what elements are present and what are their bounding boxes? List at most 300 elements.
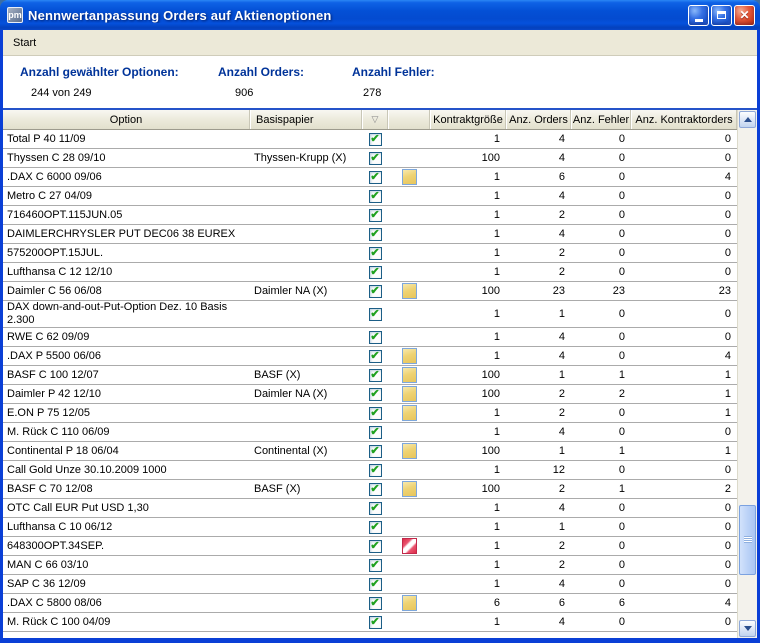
cell-check [362,385,388,403]
cell-kontraktgroesse: 6 [493,596,500,609]
cell-kontraktorders: 0 [724,615,731,628]
table-row[interactable] [3,328,737,347]
cell-check [362,168,388,186]
cell-fehler: 0 [618,463,625,476]
cell-fehler: 0 [618,539,625,552]
cell-kontraktgroesse: 100 [481,151,500,164]
cell-check [362,537,388,555]
column-header-orders[interactable]: Anz. Orders [506,110,571,129]
table-row[interactable] [3,366,737,385]
row-checkbox[interactable]: ✔ [370,577,380,590]
column-header-kontraktorders[interactable]: Anz. Kontraktorders [631,110,737,129]
cell-option: 716460OPT.115JUN.05 [7,208,123,221]
cell-check [362,423,388,441]
arrow-down-icon [744,626,752,631]
cell-kontraktorders: 1 [724,387,731,400]
cell-fehler: 0 [618,189,625,202]
cell-kontraktgroesse: 100 [481,284,500,297]
table-row[interactable] [3,594,737,613]
cell-option: Thyssen C 28 09/10 [7,151,106,164]
cell-option: SAP C 36 12/09 [7,577,86,590]
yellow-flag-icon [402,443,417,459]
cell-option: M. Rück C 100 04/09 [7,615,111,628]
cell-fehler: 0 [618,615,625,628]
minimize-button[interactable] [688,5,709,26]
cell-kontraktgroesse: 1 [493,501,500,514]
cell-flag [388,130,430,148]
cell-fehler: 0 [618,307,625,320]
menu-item-start[interactable]: Start [13,36,37,49]
cell-basispapier: Thyssen-Krupp (X) [254,151,347,164]
row-checkbox[interactable]: ✔ [370,189,380,202]
cell-kontraktorders: 0 [724,208,731,221]
cell-orders: 4 [558,615,565,628]
cell-kontraktorders: 0 [724,558,731,571]
cell-orders: 4 [558,151,565,164]
cell-kontraktgroesse: 1 [493,577,500,590]
table-row[interactable] [3,613,737,632]
cell-kontraktgroesse: 100 [481,368,500,381]
cell-fehler: 0 [618,330,625,343]
cell-orders: 2 [558,246,565,259]
table-row[interactable] [3,130,737,149]
cell-kontraktorders: 4 [724,170,731,183]
table-row[interactable] [3,404,737,423]
titlebar[interactable] [0,0,760,30]
cell-option: .DAX C 6000 09/06 [7,170,102,183]
cell-flag [388,301,430,327]
cell-kontraktgroesse: 1 [493,170,500,183]
row-checkbox[interactable]: ✔ [370,265,380,278]
red-flag-icon [402,538,417,554]
table-row[interactable] [3,385,737,404]
row-checkbox[interactable]: ✔ [370,368,380,381]
cell-fehler: 0 [618,132,625,145]
maximize-button[interactable] [711,5,732,26]
table-row[interactable] [3,263,737,282]
cell-kontraktgroesse: 1 [493,520,500,533]
cell-option: M. Rück C 110 06/09 [7,425,110,438]
cell-fehler: 0 [618,265,625,278]
cell-flag [388,149,430,167]
cell-fehler: 0 [618,170,625,183]
cell-option: Lufthansa C 10 06/12 [7,520,113,533]
cell-kontraktgroesse: 1 [493,246,500,259]
cell-flag [388,556,430,574]
cell-basispapier [250,347,362,365]
cell-basispapier [250,537,362,555]
table-row[interactable] [3,423,737,442]
cell-flag [388,461,430,479]
close-icon: ✕ [739,8,750,22]
cell-kontraktgroesse: 1 [493,406,500,419]
table-row[interactable] [3,347,737,366]
cell-fehler: 0 [618,406,625,419]
cell-option: 575200OPT.15JUL. [7,246,104,259]
table-row[interactable] [3,499,737,518]
cell-kontraktorders: 0 [724,246,731,259]
cell-orders: 12 [552,463,565,476]
cell-basispapier [250,244,362,262]
cell-check [362,130,388,148]
row-checkbox[interactable]: ✔ [370,387,380,400]
cell-basispapier [250,206,362,224]
cell-basispapier: BASF (X) [254,368,301,381]
cell-fehler: 1 [618,368,625,381]
cell-kontraktorders: 1 [724,444,731,457]
table-row[interactable] [3,301,737,328]
cell-fehler: 0 [618,425,625,438]
row-checkbox[interactable]: ✔ [370,406,380,419]
row-checkbox[interactable]: ✔ [370,539,380,552]
cell-flag [388,385,430,403]
cell-kontraktorders: 0 [724,463,731,476]
cell-kontraktorders: 4 [724,349,731,362]
cell-option: Lufthansa C 12 12/10 [7,265,113,278]
cell-option: DAX down-and-out-Put-Option Dez. 10 Basis 2.300 [7,301,228,326]
cell-kontraktgroesse: 1 [493,615,500,628]
cell-option: .DAX P 5500 06/06 [7,349,101,362]
cell-kontraktorders: 0 [724,330,731,343]
cell-flag [388,187,430,205]
row-checkbox[interactable]: ✔ [370,132,380,145]
cell-kontraktorders: 0 [724,227,731,240]
yellow-flag-icon [402,348,417,364]
cell-kontraktgroesse: 100 [481,444,500,457]
cell-basispapier: Daimler NA (X) [254,387,328,400]
cell-check [362,518,388,536]
data-table [3,108,757,638]
cell-fehler: 6 [618,596,625,609]
row-checkbox[interactable]: ✔ [370,501,380,514]
cell-basispapier [250,594,362,612]
column-header-basispapier[interactable]: Basispapier [250,110,362,129]
cell-orders: 4 [558,501,565,514]
row-checkbox[interactable]: ✔ [370,349,380,362]
cell-orders: 6 [558,596,565,609]
summary-value-orders: 906 [235,87,254,99]
cell-basispapier [250,404,362,422]
cell-check [362,556,388,574]
cell-check [362,301,388,327]
table-row[interactable] [3,187,737,206]
row-checkbox[interactable]: ✔ [370,558,380,571]
cell-check [362,461,388,479]
cell-option: BASF C 70 12/08 [7,482,93,495]
cell-flag [388,244,430,262]
cell-option: .DAX C 5800 08/06 [7,596,102,609]
yellow-flag-icon [402,169,417,185]
cell-flag [388,366,430,384]
cell-kontraktorders: 0 [724,539,731,552]
cell-basispapier: Continental (X) [254,444,328,457]
table-row[interactable] [3,556,737,575]
cell-option: Total P 40 11/09 [7,132,86,145]
cell-option: Continental P 18 06/04 [7,444,119,457]
row-checkbox[interactable]: ✔ [370,463,380,476]
cell-kontraktgroesse: 1 [493,463,500,476]
cell-basispapier [250,613,362,631]
table-row[interactable] [3,518,737,537]
row-checkbox[interactable]: ✔ [370,307,380,320]
cell-kontraktorders: 0 [724,189,731,202]
cell-kontraktorders: 4 [724,596,731,609]
cell-kontraktgroesse: 1 [493,307,500,320]
cell-orders: 2 [558,558,565,571]
cell-basispapier [250,518,362,536]
column-header-option[interactable]: Option [3,110,250,129]
cell-kontraktgroesse: 1 [493,208,500,221]
cell-fehler: 23 [612,284,625,297]
cell-fehler: 0 [618,246,625,259]
scroll-up-button[interactable] [739,111,756,128]
cell-check [362,366,388,384]
cell-check [362,575,388,593]
cell-orders: 4 [558,132,565,145]
table-row[interactable] [3,442,737,461]
column-header-kontraktgroesse[interactable]: Kontraktgröße [430,110,506,129]
summary-label-orders: Anzahl Orders: [218,65,305,79]
cell-check [362,225,388,243]
cell-flag [388,282,430,300]
table-row[interactable] [3,225,737,244]
cell-kontraktgroesse: 1 [493,132,500,145]
cell-flag [388,613,430,631]
cell-basispapier [250,556,362,574]
cell-orders: 4 [558,227,565,240]
cell-orders: 4 [558,189,565,202]
cell-option: 648300OPT.34SEP. [7,539,105,552]
close-button[interactable] [734,5,755,26]
table-row[interactable] [3,282,737,301]
cell-orders: 4 [558,425,565,438]
cell-check [362,282,388,300]
row-checkbox[interactable]: ✔ [370,170,380,183]
cell-option: RWE C 62 09/09 [7,330,90,343]
filter-icon[interactable]: ▽ [371,114,379,124]
cell-check [362,499,388,517]
scrollbar-thumb[interactable] [739,505,756,575]
cell-basispapier [250,187,362,205]
row-checkbox[interactable]: ✔ [370,520,380,533]
cell-basispapier [250,499,362,517]
cell-option: MAN C 66 03/10 [7,558,89,571]
cell-kontraktorders: 23 [718,284,731,297]
cell-fehler: 0 [618,577,625,590]
maximize-icon [717,11,726,19]
window-body [0,30,760,643]
cell-fehler: 0 [618,151,625,164]
cell-option: DAIMLERCHRYSLER PUT DEC06 38 EUREX [7,227,236,240]
cell-orders: 1 [558,520,565,533]
cell-kontraktorders: 0 [724,501,731,514]
cell-orders: 2 [558,265,565,278]
table-row[interactable] [3,461,737,480]
table-row[interactable] [3,480,737,499]
row-checkbox[interactable]: ✔ [370,615,380,628]
row-checkbox[interactable]: ✔ [370,246,380,259]
cell-basispapier [250,575,362,593]
cell-orders: 23 [552,284,565,297]
cell-fehler: 1 [618,482,625,495]
cell-flag [388,518,430,536]
row-checkbox[interactable]: ✔ [370,425,380,438]
cell-orders: 2 [558,482,565,495]
cell-basispapier [250,263,362,281]
cell-orders: 6 [558,170,565,183]
cell-flag [388,594,430,612]
yellow-flag-icon [402,481,417,497]
cell-fehler: 0 [618,349,625,362]
cell-flag [388,480,430,498]
table-row[interactable] [3,149,737,168]
window-title: Nennwertanpassung Orders auf Aktienoptionen [28,7,332,23]
cell-option: Daimler C 56 06/08 [7,284,102,297]
table-main [3,110,737,638]
cell-orders: 2 [558,208,565,221]
cell-flag [388,423,430,441]
cell-basispapier [250,168,362,186]
row-checkbox[interactable]: ✔ [370,596,380,609]
cell-kontraktgroesse: 1 [493,265,500,278]
cell-orders: 4 [558,330,565,343]
cell-kontraktgroesse: 1 [493,539,500,552]
summary-label-fehler: Anzahl Fehler: [352,65,435,79]
scroll-down-button[interactable] [739,620,756,637]
cell-option: Metro C 27 04/09 [7,189,92,202]
cell-flag [388,575,430,593]
row-checkbox[interactable]: ✔ [370,330,380,343]
summary-value-fehler: 278 [363,87,382,99]
cell-orders: 4 [558,349,565,362]
cell-kontraktgroesse: 1 [493,330,500,343]
cell-kontraktorders: 0 [724,425,731,438]
cell-fehler: 0 [618,501,625,514]
cell-option: BASF C 100 12/07 [7,368,99,381]
cell-basispapier: Daimler NA (X) [254,284,328,297]
cell-flag [388,263,430,281]
cell-kontraktgroesse: 1 [493,227,500,240]
cell-kontraktorders: 0 [724,577,731,590]
cell-check [362,594,388,612]
menubar [3,30,757,56]
cell-flag [388,328,430,346]
row-checkbox[interactable]: ✔ [370,284,380,297]
table-row[interactable] [3,244,737,263]
cell-option: Daimler P 42 12/10 [7,387,101,400]
cell-basispapier [250,301,362,327]
cell-kontraktorders: 1 [724,406,731,419]
cell-kontraktorders: 0 [724,132,731,145]
cell-check [362,328,388,346]
cell-kontraktorders: 0 [724,307,731,320]
yellow-flag-icon [402,386,417,402]
yellow-flag-icon [402,405,417,421]
cell-check [362,347,388,365]
cell-orders: 2 [558,387,565,400]
cell-flag [388,442,430,460]
summary-label-options: Anzahl gewählter Optionen: [20,65,179,79]
cell-fehler: 0 [618,227,625,240]
cell-kontraktgroesse: 1 [493,349,500,362]
cell-kontraktorders: 0 [724,265,731,278]
cell-fehler: 1 [618,444,625,457]
column-header-check[interactable] [362,110,388,129]
cell-option: E.ON P 75 12/05 [7,406,90,419]
table-row[interactable] [3,575,737,594]
row-checkbox[interactable]: ✔ [370,444,380,457]
cell-basispapier [250,461,362,479]
column-header-flag[interactable] [388,110,430,129]
cell-orders: 4 [558,577,565,590]
cell-kontraktorders: 0 [724,520,731,533]
cell-check [362,149,388,167]
cell-check [362,480,388,498]
table-header [3,110,737,130]
cell-flag [388,206,430,224]
table-row[interactable] [3,537,737,556]
column-header-fehler[interactable]: Anz. Fehler [571,110,631,129]
table-row[interactable] [3,168,737,187]
arrow-up-icon [744,117,752,122]
cell-flag [388,404,430,422]
cell-kontraktgroesse: 100 [481,482,500,495]
cell-check [362,442,388,460]
cell-orders: 1 [558,444,565,457]
cell-kontraktgroesse: 1 [493,558,500,571]
cell-kontraktorders: 1 [724,368,731,381]
cell-check [362,263,388,281]
cell-option: OTC Call EUR Put USD 1,30 [7,501,149,514]
row-checkbox[interactable]: ✔ [370,227,380,240]
row-checkbox[interactable]: ✔ [370,208,380,221]
cell-basispapier [250,423,362,441]
cell-flag [388,499,430,517]
cell-basispapier: BASF (X) [254,482,301,495]
cell-flag [388,225,430,243]
cell-flag [388,537,430,555]
cell-orders: 2 [558,406,565,419]
cell-kontraktgroesse: 1 [493,189,500,202]
cell-fehler: 0 [618,558,625,571]
cell-check [362,244,388,262]
summary-panel [3,56,757,108]
cell-flag [388,347,430,365]
cell-fehler: 2 [618,387,625,400]
yellow-flag-icon [402,283,417,299]
row-checkbox[interactable]: ✔ [370,151,380,164]
cell-kontraktorders: 0 [724,151,731,164]
cell-orders: 1 [558,368,565,381]
yellow-flag-icon [402,367,417,383]
cell-check [362,613,388,631]
vertical-scrollbar[interactable] [737,110,757,638]
row-checkbox[interactable]: ✔ [370,482,380,495]
cell-check [362,404,388,422]
cell-basispapier [250,225,362,243]
cell-fehler: 0 [618,520,625,533]
yellow-flag-icon [402,595,417,611]
table-row[interactable] [3,206,737,225]
summary-value-options: 244 von 249 [31,87,92,99]
cell-option: Call Gold Unze 30.10.2009 1000 [7,463,167,476]
cell-check [362,206,388,224]
table-body [3,130,737,638]
window-icon[interactable]: pm [7,7,23,23]
cell-flag [388,168,430,186]
cell-kontraktgroesse: 1 [493,425,500,438]
cell-basispapier [250,328,362,346]
